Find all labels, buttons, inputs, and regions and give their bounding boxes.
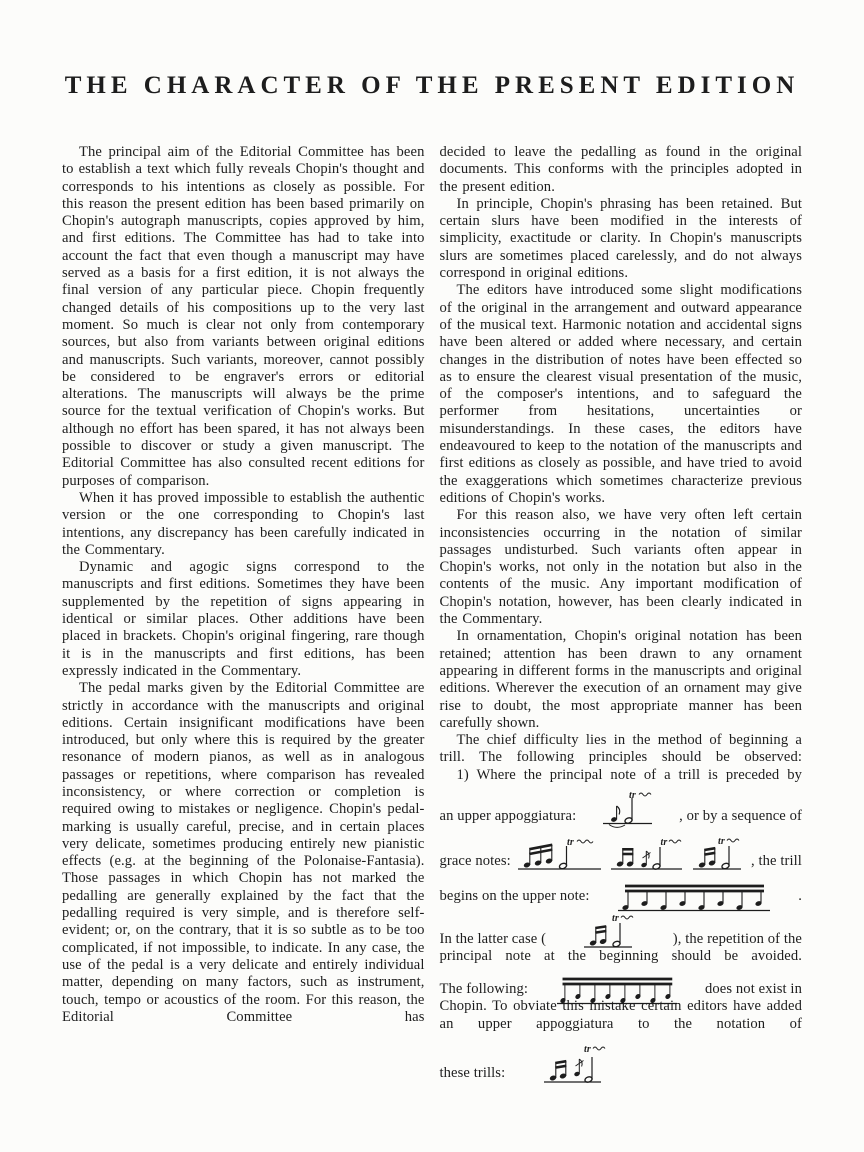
notation-line-latter-case [440,913,803,948]
text-segment: In the latter case ( [439,930,547,947]
text-segment: does not exist in [705,980,802,997]
paragraph: principal note at the beginning should be avoided. [439,947,802,964]
trill-rule-1: 1) Where the principal note of a trill is preceded by [456,766,802,783]
grace-note-sequence-notation-icon-1 [517,835,603,877]
notation-line-appoggiatura [440,790,803,825]
page-title: THE CHARACTER OF THE PRESENT EDITION [64,72,800,99]
paragraph: When it has proved impossible to establish the authentic version or the one corresponding to Chopin's last intentions, any discrepancy has been carefully indicated in the Commentary. [62,489,425,558]
paragraph: The editors have introduced some slight modifications of the original in the arrangement and outward appearance of the musical text. Harmonic notation and accidental signs have been altered or added where necessary, and certain changes in the distribution of notes have been effected so as to ensure the clearest visual presentation of the music, of the composer's intentions, and to safeguard the performer from hesitations, uncertainties or misunderstandings. In these cases, the editors have endeavoured to keep to the notation of the manuscripts and first editions as closely as possible, and have tried to avoid the exaggerations which sometimes characterize previous editions of Chopin's works. [439,282,802,506]
trill-added-appoggiatura-notation-icon [543,1041,607,1089]
paragraph: In ornamentation, Chopin's original notation has been retained; attention has been drawn to any ornament appearing in different forms in the manuscripts and original editions. Wherever the execution of an ornament may give rise to doubt, the most appropriate manner has been carefully shown. [439,628,802,731]
paragraph: Chopin. To obviate this mistake certain editors have added an upper appoggiatura to the notation of [439,998,802,1032]
grace-note-sequence-notation-icon-2 [610,835,686,877]
trill-upper-note-run-notation-icon [618,882,770,912]
text-segment: grace notes: [439,852,511,869]
notation-line-grace-notes [440,835,803,870]
paragraph: The pedal marks given by the Editorial Committee are strictly in accordance with the manuscripts and original editions. Certain insignificant modifications have been introduced, but only where this is required by the greater resonance of modern pianos, as well as in analogous passages or repetitions, where comparison has revealed inconsistency, or where correction or completion is required owing to mistakes or negligence. Chopin's pedal-marking is usually careful, precise, and in certain places very delicate, sometimes producing entirely new pianistic effects (e.g. at the beginning of the Polonaise-Fantasia). Those passages in which Chopin has not marked the pedalling are generally explained by the fact that the pedalling required is very simple, and is therefore self-evident; or, on the contrary, that it is so subtle as to be too complicated, if not impossible, to indicate. In any case, the use of the pedal is a very delicate and entirely individual matter, depending on many factors, such as instrument, touch, tempo or acoustics of the room. For this reason, the Editorial Committee has [62,680,425,1025]
svg-text:tr: tr [567,836,575,848]
text-segment: , or by a sequence of [679,807,802,824]
svg-text:tr: tr [660,836,668,848]
notation-line-these-trills [440,1041,803,1082]
text-segment: ), the repetition of the [672,930,802,947]
notation-line-following [440,975,803,998]
paragraph: Dynamic and agogic signs correspond to the manuscripts and first editions. Sometimes they have been supplemented by the repetition of signs appearing in identical or similar places. Other additions have been placed in brackets. Chopin's original fingering, rare though it is in the manuscripts and first editions, has been expressly indicated in the Commentary. [62,559,425,679]
text-segment: The following: [439,980,529,997]
grace-note-sequence-notation-icon-3 [692,835,744,877]
paragraph: For this reason also, we have very often left certain inconsistencies occurring in the notation of similar passages undisturbed. Such variants often appear in Chopin's works, not only in the notation but also in the contents of the music. Any important modification of Chopin's notation, however, has been clearly indicated in the Commentary. [439,507,802,628]
trill-upper-appoggiatura-notation-icon [602,790,654,832]
left-column [62,144,425,1082]
text-segment: , the trill [751,852,802,869]
svg-text:tr: tr [584,1043,592,1055]
text-segment: begins on the upper note: [439,887,590,904]
notation-line-upper-note [440,882,803,905]
text-segment: an upper appoggiatura: [439,807,577,824]
two-column-text [62,144,802,1082]
right-column [440,144,803,1082]
svg-text:tr: tr [628,789,636,801]
svg-text:tr: tr [718,835,726,847]
text-segment: these trills: [439,1064,506,1081]
paragraph: decided to leave the pedalling as found in the original documents. This conforms with the principles adopted in the present edition. [439,144,802,195]
text-segment: . [798,887,802,904]
svg-text:tr: tr [612,912,620,924]
paragraph: The principal aim of the Editorial Committee has been to establish a text which fully reveals Chopin's thought and corresponds to his intentions as closely as possible. For this reason the present edition has been based primarily on Chopin's autograph manuscripts, copies approved by him, and first editions. The Committee has had to take into account the fact that even though a manuscript may have served as a basis for a first edition, it is not always the final version of any particular piece. Chopin frequently changed details of his compositions up to the very last moment. So much is clear not only from contemporary sources, but also from variants between original editions and manuscripts. Such variants, moreover, cannot possibly be considered to be engraver's errors or editorial alterations. The manuscripts will always be the prime source for the textual verification of Chopin's works. But although no effort has been spared, it has not always been possible to discover or study a given manuscript. The Editorial Committee has also consulted recent editions for purposes of comparison. [62,144,425,489]
paragraph: In principle, Chopin's phrasing has been retained. But certain slurs have been modified in the interests of simplicity, exactitude or clarity. In Chopin's manuscripts slurs are sometimes placed carelessly, and do not always correspond in original editions. [439,195,802,282]
paragraph: The chief difficulty lies in the method of beginning a trill. The following principles should be observed: [439,732,802,766]
